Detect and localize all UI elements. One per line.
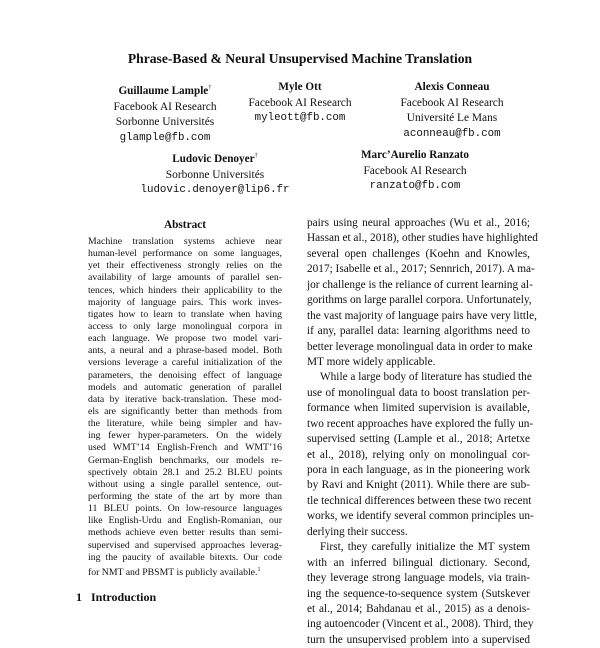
abstract-line: tigates how to learn to translate when having	[88, 308, 282, 320]
abstract-line: data by iterative back-translation. These mod-	[88, 393, 282, 405]
abstract-line: ing fewer hyper-parameters. On the widely	[88, 430, 282, 442]
author-block	[220, 80, 380, 127]
abstract-line: German-English benchmarks, our models re-	[88, 454, 282, 466]
abstract-line: without using a single parallel sentence, out-	[88, 478, 282, 490]
author-footnote-mark: †	[208, 84, 212, 91]
body-text-line: jor challenge is the reliance of current learning al-	[307, 278, 533, 291]
body-text-line: they leverage strong language models, via train-	[307, 572, 530, 585]
paper-title: Phrase-Based & Neural Unsupervised Machine Translation	[127, 51, 473, 66]
author-email: ranzato@fb.com	[369, 180, 461, 192]
abstract-line: tences, which hinders their applicability to the	[88, 284, 282, 296]
author-name: Marc’Aurelio Ranzato	[360, 149, 470, 161]
body-text-line: derlying their success.	[307, 525, 408, 538]
abstract-line: the literature, while being simpler and hav-	[88, 418, 282, 430]
abstract-line: ing the paucity of available bitexts. Our code	[88, 551, 282, 563]
author-email: ludovic.denoyer@lip6.fr	[140, 184, 290, 196]
author-affiliation: Facebook AI Research	[400, 96, 504, 109]
author-affiliation: Sorbonne Universités	[115, 116, 215, 128]
abstract-line: Machine translation systems achieve near	[88, 236, 282, 247]
footnote-mark: 1	[257, 566, 261, 573]
body-text-line: pairs using neural approaches (Wu et al., 2016;	[307, 217, 530, 229]
author-affiliation: Facebook AI Research	[248, 96, 352, 109]
section-heading	[76, 590, 156, 605]
abstract-line: majority of language pairs. This work inves-	[88, 296, 282, 308]
author-affiliation: Université Le Mans	[406, 112, 498, 124]
abstract-line: each language. We propose two model vari-	[88, 333, 282, 345]
abstract-line: parameters, the denoising effect of language	[88, 369, 282, 381]
body-text-line: by Ravi and Knight (2011). While there are sub-	[307, 479, 530, 492]
body-text-line: works, we identify several common principles un-	[307, 510, 534, 523]
body-text-line: ing autoencoder (Vincent et al., 2008). Third, they	[307, 618, 534, 631]
author-email: myleott@fb.com	[254, 112, 346, 124]
author-name: Alexis Conneau	[414, 81, 490, 93]
body-text-line: et al., 2014; Bahdanau et al., 2015) as a denois-	[307, 602, 530, 615]
abstract-line: models and automatic generation of parallel	[88, 381, 282, 393]
abstract-line: for NMT and PBSMT is publicly available.$^1$	[88, 566, 261, 578]
body-text-line: 2017; Isabelle et al., 2017; Sennrich, 2017). A ma-	[307, 263, 535, 276]
abstract-line: ants, a neural and a phrase-based model. Both	[88, 345, 282, 357]
abstract-line: yet their effectiveness strongly relies on the	[88, 260, 282, 272]
body-text-line: First, they carefully initialize the MT system	[320, 541, 530, 554]
abstract-line: human-level performance on some languages,	[88, 248, 282, 260]
author-email: glample@fb.com	[119, 131, 211, 144]
abstract-line: supervised and supervised approaches leverag-	[88, 539, 282, 551]
author-block	[322, 148, 508, 195]
abstract-line: availability of large amounts of parallel sen-	[88, 272, 282, 284]
body-text-line: et al., 2018), relying only on monolingual cor-	[307, 448, 530, 461]
author-name: Myle Ott	[278, 81, 322, 93]
abstract-line: like English-Urdu and English-Romanian, our	[88, 515, 282, 527]
body-text-line: the vast majority of language pairs have very little,	[307, 309, 537, 322]
body-text-line: better leverage monolingual data in order to make	[307, 340, 533, 353]
section-title: Introduction	[91, 590, 157, 604]
body-text-line: if any, parallel data: learning algorithms need to	[307, 325, 530, 338]
abstract-body	[88, 236, 282, 576]
author-email: aconneau@fb.com	[403, 127, 501, 140]
body-text-line: Hassan et al., 2018), other studies have highlighted	[307, 232, 538, 245]
body-text-line: supervised setting (Lample et al., 2018; Artetxe	[307, 433, 530, 446]
abstract-line: performing the state of the art by more than	[88, 490, 282, 502]
author-footnote-mark: †	[254, 152, 258, 159]
abstract-line: access to only large monolingual corpora in	[88, 320, 282, 332]
author-affiliation: Facebook AI Research	[113, 100, 217, 113]
body-text-line: While a large body of literature has studied the	[320, 371, 532, 384]
body-text-line: turn the unsupervised problem into a supervised	[307, 633, 530, 646]
body-text-line: two recent approaches have explored the fully un-	[307, 417, 534, 430]
abstract-line: used WMT’14 English-French and WMT’16	[88, 442, 282, 454]
author-name: Ludovic Denoyer	[172, 153, 255, 165]
body-text-line: use of monolingual data to boost translation per-	[307, 386, 530, 399]
body-text-line: formance when limited supervision is available,	[307, 402, 530, 415]
abstract-line: 11 BLEU points. On low-resource languages	[88, 503, 282, 515]
abstract-heading: Abstract	[163, 219, 207, 231]
author-affiliation: Sorbonne Universités	[165, 168, 265, 181]
abstract-line: methods achieve even better results than semi-	[88, 527, 282, 539]
body-text-line: gorithms on large parallel corpora. Unfortunately,	[307, 294, 532, 307]
abstract-line: versions leverage a careful initialization of the	[88, 357, 282, 369]
author-block	[115, 148, 315, 199]
author-block	[372, 80, 532, 142]
body-text-line: several open challenges (Koehn and Knowles,	[307, 247, 530, 260]
abstract-line: spectively obtain 28.1 and 25.2 BLEU points	[88, 466, 282, 478]
body-text-line: MT more widely applicable.	[307, 355, 436, 368]
section-number: 1	[76, 590, 82, 604]
body-text-line: with an inferred bilingual dictionary. Second,	[307, 556, 530, 569]
body-text-line: ing the sequence-to-sequence system (Sutskever	[307, 587, 530, 600]
body-text-line: tle technical differences between these two recent	[307, 494, 532, 507]
author-affiliation: Facebook AI Research	[363, 164, 467, 177]
intro-text-column	[307, 216, 538, 648]
body-text-line: pora in each language, as in the pioneering work	[307, 464, 530, 476]
author-name: Guillaume Lample	[118, 85, 209, 97]
abstract-line: els are significantly better than methods from	[88, 405, 282, 417]
